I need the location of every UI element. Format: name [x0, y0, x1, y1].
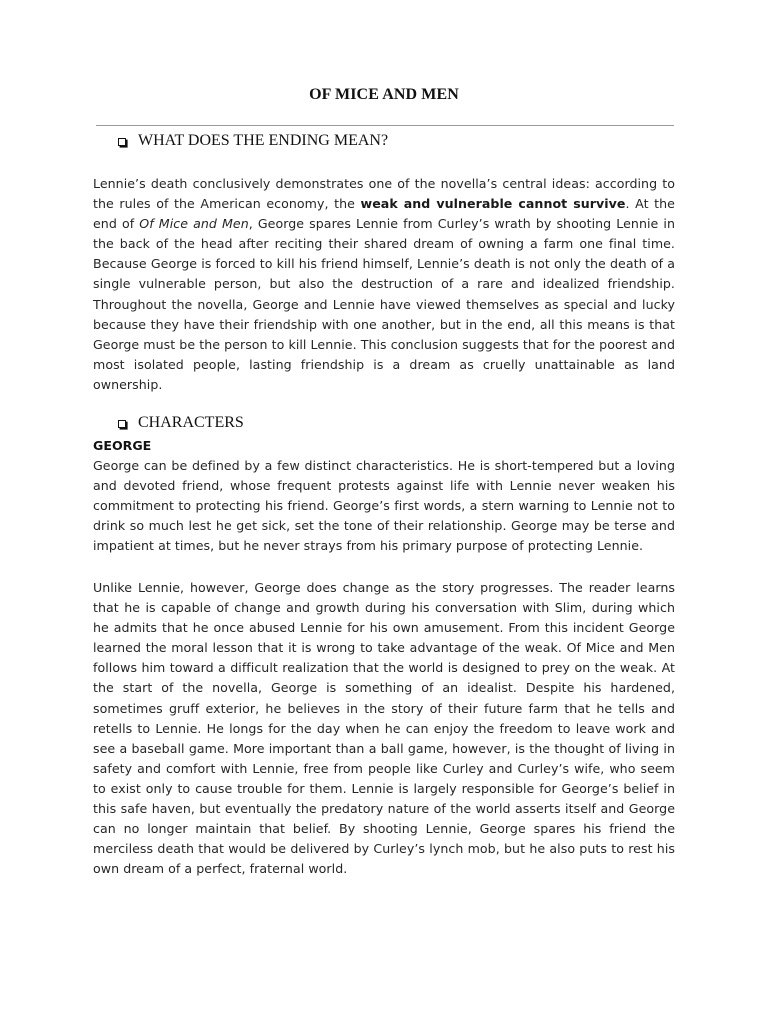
ending-text-part-3: , George spares Lennie from Curley’s wrath by shooting Lennie in the back of the head after reciting their shared dream of owning a farm one final time. Because George is forced to kill his friend himself, Lennie’s death is not only the death of a single vulnerable person, but also the destruction of a rare and idealized friendship. Throughout the novella, George and Lennie have viewed themselves as special and lucky because they have their friendship with one another, but in the end, all this means is that George must be the person to kill Lennie. This conclusion suggests that for the poorest and most isolated people, lasting friendship is a dream as cruelly unattainable as land ownership. — [93, 216, 675, 392]
ending-paragraph — [93, 174, 675, 395]
section-heading-characters-text: CHARACTERS — [138, 414, 244, 431]
george-paragraph-1: George can be defined by a few distinct characteristics. He is short-tempered but a loving and devoted friend, whose frequent protests against life with Lennie never weaken his commitment to protecting his friend. George’s first words, a stern warning to Lennie not to drink so much lest he get sick, set the tone of their relationship. George may be terse and impatient at times, but he never strays from his primary purpose of protecting Lennie. — [93, 458, 675, 554]
ending-text-part-2: . At the end of — [93, 196, 675, 232]
section-heading-characters — [118, 414, 244, 432]
checkbox-bullet-icon — [118, 138, 126, 146]
ending-bold-phrase: weak and vulnerable cannot survive — [360, 196, 626, 212]
ending-text-part-1: Lennie’s death conclusively demonstrates one of the novella’s central ideas: according to the rules of the American economy, the — [93, 176, 675, 212]
book-title-italic: Of Mice and Men — [139, 216, 249, 232]
section-heading-ending-text: WHAT DOES THE ENDING MEAN? — [138, 132, 389, 149]
document-title: OF MICE AND MEN — [309, 86, 459, 103]
section-heading-ending — [118, 132, 388, 150]
title-divider — [96, 125, 674, 126]
character-name-george: GEORGE — [93, 438, 152, 453]
george-paragraph-2: Unlike Lennie, however, George does change as the story progresses. The reader learns that he is capable of change and growth during his conversation with Slim, during which he admits that he once abused Lennie for his own amusement. From this incident George learned the moral lesson that it is wrong to take advantage of the weak. Of Mice and Men follows him toward a difficult realization that the world is designed to prey on the weak. At the start of the novella, George is something of an idealist. Despite his hardened, sometimes gruff exterior, he believes in the story of their future farm that he tells and retells to Lennie. He longs for the day when he can enjoy the freedom to leave work and see a baseball game. More important than a ball game, however, is the thought of living in safety and comfort with Lennie, free from people like Curley and Curley’s wife, who seem to exist only to cause trouble for them. Lennie is largely responsible for George’s belief in this safe haven, but eventually the predatory nature of the world asserts itself and George can no longer maintain that belief. By shooting Lennie, George spares his friend the merciless death that would be delivered by Curley’s lynch mob, but he also puts to rest his own dream of a perfect, fraternal world. — [93, 580, 675, 877]
checkbox-bullet-icon — [118, 420, 126, 428]
